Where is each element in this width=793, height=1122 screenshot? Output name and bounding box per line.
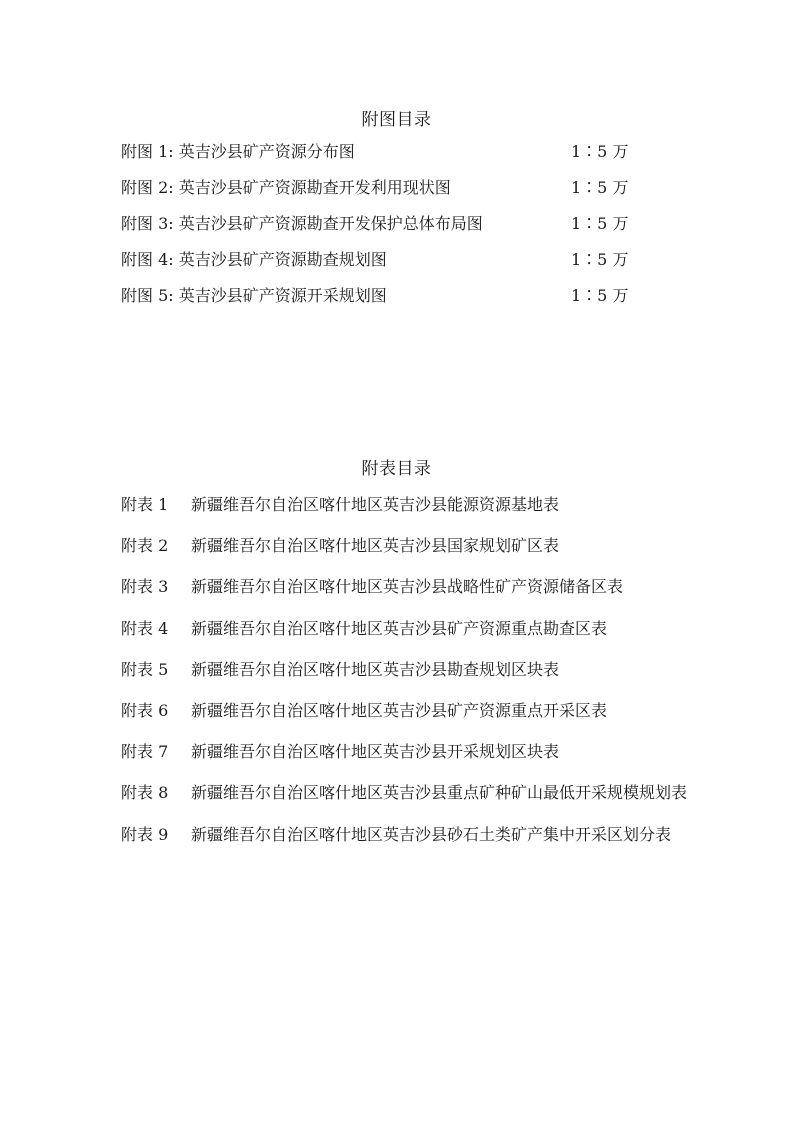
tables-list (121, 492, 687, 863)
table-entry-label: 附表 6 (121, 700, 169, 720)
table-entry-text: 新疆维吾尔自治区喀什地区英吉沙县矿产资源重点开采区表 (191, 700, 608, 720)
table-entry-9 (121, 822, 687, 863)
table-entry-8 (121, 780, 687, 821)
table-entry-3 (121, 574, 687, 615)
table-entry-text: 新疆维吾尔自治区喀什地区英吉沙县开采规划区块表 (191, 742, 560, 762)
table-entry-label: 附表 2 (121, 536, 169, 556)
table-entry-text: 新疆维吾尔自治区喀什地区英吉沙县重点矿种矿山最低开采规模规划表 (191, 783, 688, 803)
table-entry-text: 新疆维吾尔自治区喀什地区英吉沙县能源资源基地表 (191, 495, 560, 514)
table-entry-label: 附表 1 (121, 495, 169, 514)
table-entry-label: 附表 9 (121, 824, 169, 844)
map-entry-scale: 1∶5 万 (571, 214, 629, 233)
table-entry-text: 新疆维吾尔自治区喀什地区英吉沙县勘查规划区块表 (191, 659, 560, 679)
table-entry-1 (121, 492, 687, 533)
table-entry-label: 附表 5 (121, 659, 169, 679)
tables-section-title: 附表目录 (361, 459, 432, 479)
table-entry-text: 新疆维吾尔自治区喀什地区英吉沙县砂石土类矿产集中开采区划分表 (191, 824, 672, 844)
map-entry-scale: 1∶5 万 (571, 286, 629, 305)
map-entry-label: 附图 2: 英吉沙县矿产资源勘查开发利用现状图 (121, 178, 451, 197)
map-entry-scale: 1∶5 万 (571, 178, 629, 197)
table-entry-text: 新疆维吾尔自治区喀什地区英吉沙县矿产资源重点勘查区表 (191, 618, 608, 638)
map-entry-scale: 1∶5 万 (571, 142, 629, 161)
table-entry-2 (121, 533, 687, 574)
table-entry-label: 附表 3 (121, 577, 169, 597)
table-entry-text: 新疆维吾尔自治区喀什地区英吉沙县国家规划矿区表 (191, 536, 560, 556)
map-entry-label: 附图 4: 英吉沙县矿产资源勘查规划图 (121, 250, 387, 269)
table-entry-text: 新疆维吾尔自治区喀什地区英吉沙县战略性矿产资源储备区表 (191, 577, 624, 597)
map-entry-label: 附图 3: 英吉沙县矿产资源勘查开发保护总体布局图 (121, 214, 483, 233)
table-entry-7 (121, 739, 687, 780)
table-entry-6 (121, 698, 687, 739)
table-entry-4 (121, 616, 687, 657)
table-entry-5 (121, 657, 687, 698)
map-entry-scale: 1∶5 万 (571, 250, 629, 269)
map-entry-label: 附图 5: 英吉沙县矿产资源开采规划图 (121, 286, 387, 305)
maps-section-title: 附图目录 (361, 110, 432, 130)
table-entry-label: 附表 4 (121, 618, 169, 638)
map-entry-label: 附图 1: 英吉沙县矿产资源分布图 (121, 142, 355, 161)
table-entry-label: 附表 8 (121, 783, 169, 803)
table-entry-label: 附表 7 (121, 742, 169, 762)
